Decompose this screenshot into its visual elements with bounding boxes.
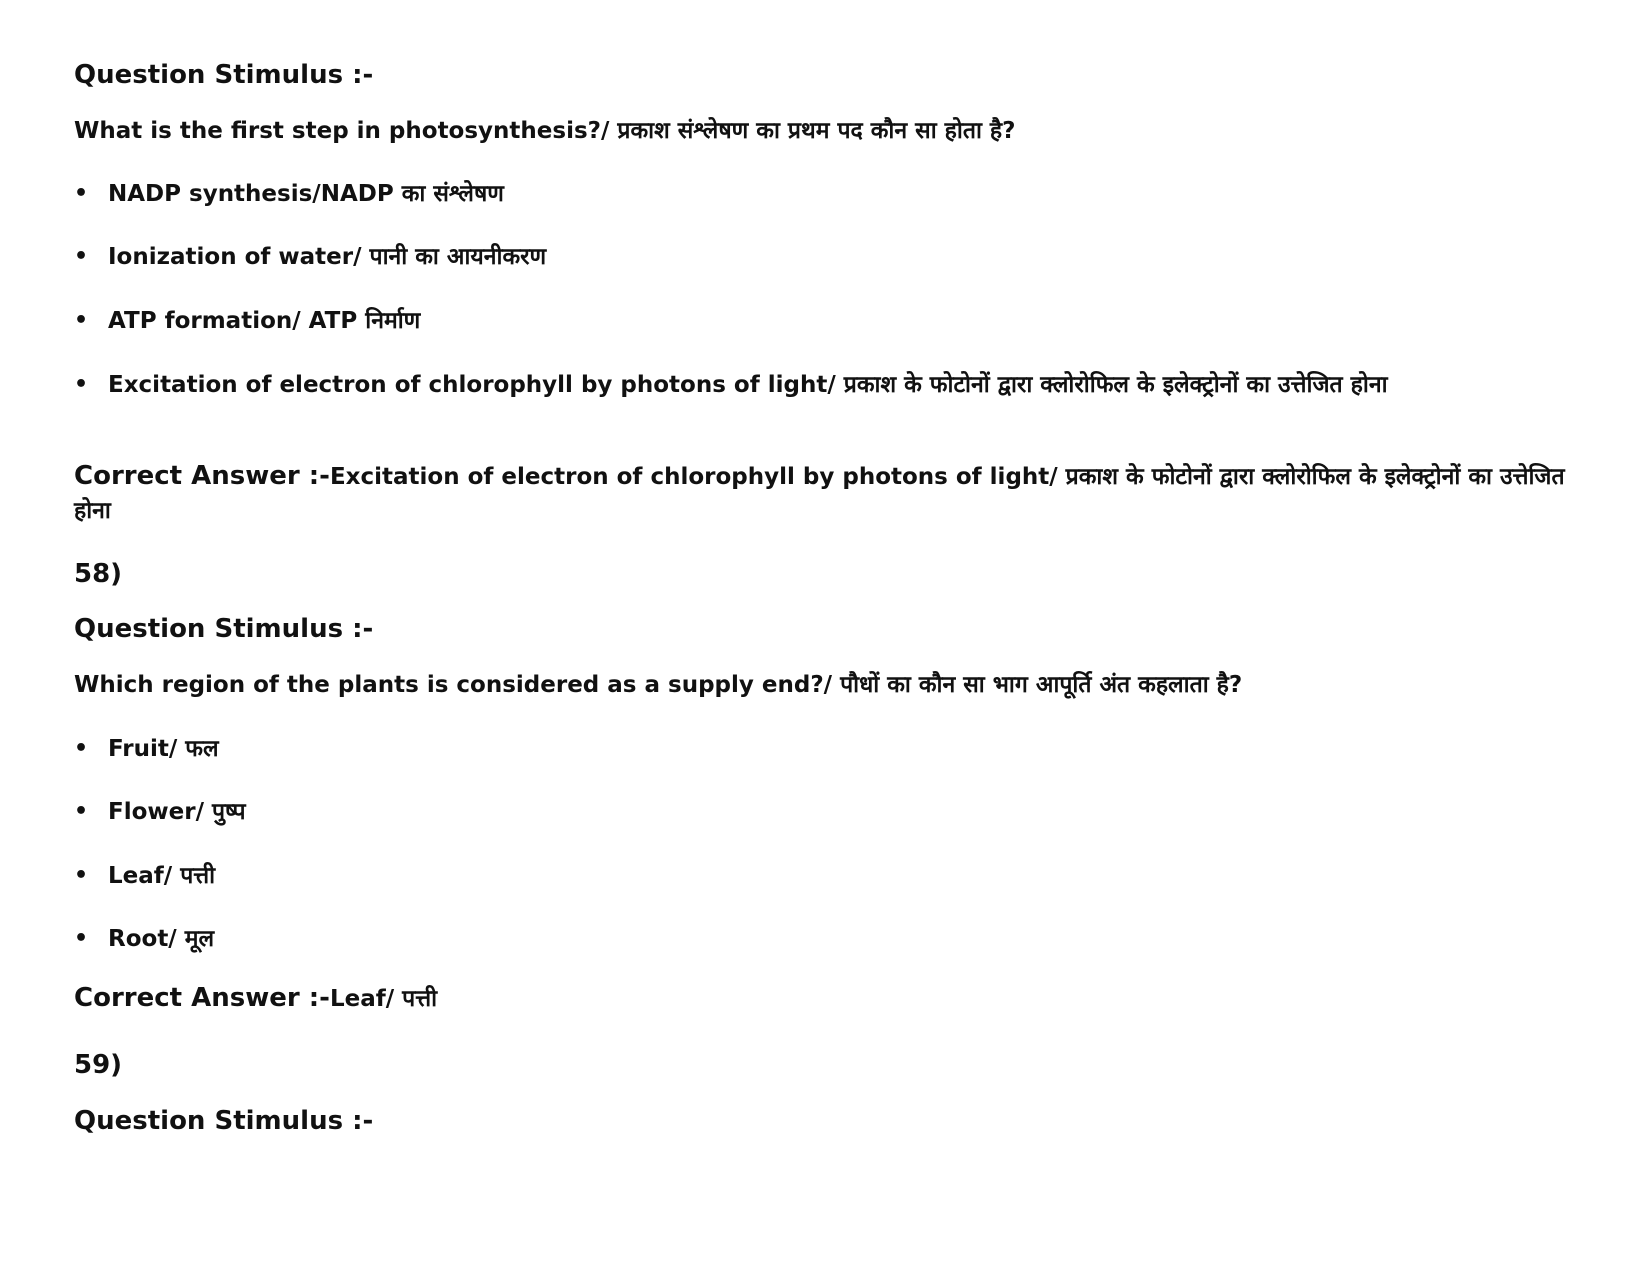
question-number: 58) [74,559,123,589]
correct-answer-label: Correct Answer :- [74,461,330,491]
correct-answer-text: Excitation of electron of chlorophyll by photons of light/ प्रकाश के फोटोनों द्वारा क्लोरोफिल के इलेक्ट्रोनों का उत्तेजित होना [74,464,1565,524]
question-number: 59) [74,1050,123,1080]
option-text: Excitation of electron of chlorophyll by photons of light/ प्रकाश के फोटोनों द्वारा क्लोरोफिल के इलेक्ट्रोनों का उत्तेजित होना [108,372,1388,398]
option-item [74,241,1528,273]
bullet-icon: • [74,736,89,761]
option-text: Root/ मूल [108,926,215,952]
correct-answer [74,460,1574,529]
question-stimulus-label: Question Stimulus :- [74,60,374,90]
correct-answer [74,982,1574,1017]
bullet-icon: • [74,799,89,824]
bullet-icon: • [74,308,89,333]
correct-answer-text: Leaf/ पत्ती [329,986,438,1012]
bullet-icon: • [74,863,89,888]
option-item [74,305,1528,337]
option-item [74,796,1528,828]
question-stimulus-label: Question Stimulus :- [74,614,374,644]
bullet-icon: • [74,926,89,951]
option-item [74,923,1528,955]
question-text: Which region of the plants is considered as a supply end?/ पौधों का कौन सा भाग आपूर्ति अंत कहलाता है? [74,672,1243,698]
option-text: Ionization of water/ पानी का आयनीकरण [108,244,547,270]
option-text: Leaf/ पत्ती [108,863,216,889]
bullet-icon: • [74,244,89,269]
question-text: What is the first step in photosynthesis?/ प्रकाश संश्लेषण का प्रथम पद कौन सा होता है? [74,118,1016,144]
option-text: Fruit/ फल [108,736,219,762]
option-item [74,369,1528,401]
correct-answer-label: Correct Answer :- [74,983,330,1013]
option-text: Flower/ पुष्प [108,799,246,825]
bullet-icon: • [74,372,89,397]
option-item [74,860,1528,892]
option-item [74,733,1528,765]
option-text: ATP formation/ ATP निर्माण [108,308,421,334]
bullet-icon: • [74,181,89,206]
option-text: NADP synthesis/NADP का संश्लेषण [108,181,504,207]
question-stimulus-label: Question Stimulus :- [74,1106,374,1136]
option-item [74,178,1528,210]
